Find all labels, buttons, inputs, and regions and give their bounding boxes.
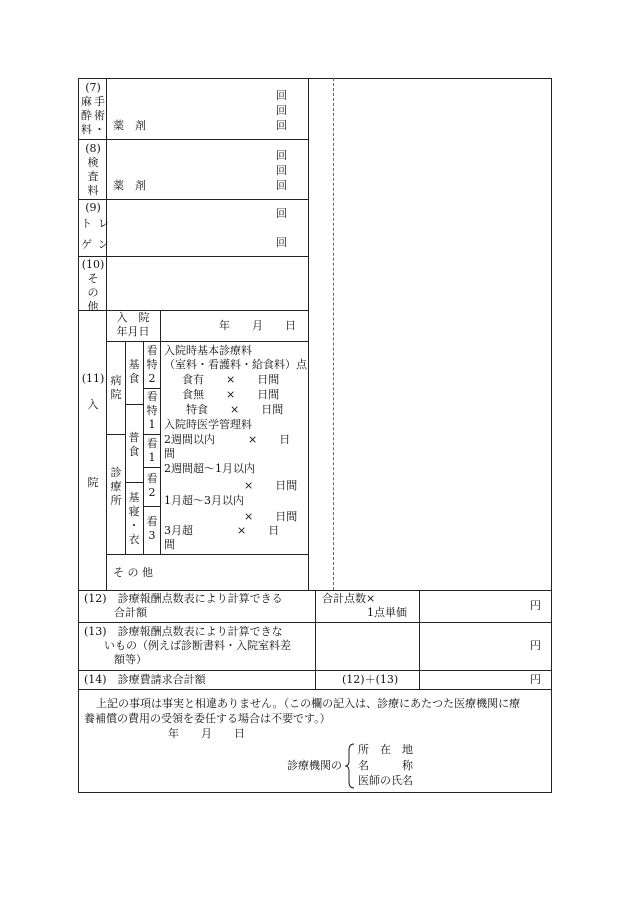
row7-drug: 薬 剤 bbox=[113, 119, 146, 132]
admit-date: 年 月 日 bbox=[219, 319, 296, 332]
totals-line bbox=[419, 590, 420, 689]
row10-number: (10) bbox=[81, 258, 105, 271]
futsushoku-label: 普 食 bbox=[128, 431, 140, 458]
row10-label: そ の 他 bbox=[87, 272, 99, 313]
row7-count: 回 bbox=[276, 104, 287, 117]
row7-dot: ・ bbox=[94, 123, 105, 136]
fee-line: 1月超～3月以内 bbox=[164, 494, 244, 507]
r14-text: (14) 診療費請求合計額 bbox=[84, 673, 206, 686]
section-right-border bbox=[308, 78, 309, 590]
field-name: 名 称 bbox=[358, 759, 413, 772]
r12-mid-a: 合計点数× bbox=[322, 592, 376, 605]
row11-label-top: 入 bbox=[87, 398, 99, 411]
r11-line bbox=[106, 434, 125, 435]
label-column-line bbox=[106, 78, 107, 310]
row8-number: (8) bbox=[85, 142, 101, 155]
r11-line bbox=[160, 310, 161, 554]
dashed-separator bbox=[333, 78, 334, 590]
r12-text-b: 合計額 bbox=[114, 606, 147, 619]
field-address: 所 在 地 bbox=[358, 743, 413, 756]
r11-line bbox=[125, 482, 143, 483]
shinryojo-label: 診 療 所 bbox=[110, 466, 122, 507]
r11-line bbox=[106, 554, 308, 555]
declaration-line1: 上記の事項は事実と相違ありません。（この欄の記入は、診療にあたつた医療機関に療 bbox=[96, 697, 521, 710]
kan1-label: 看 1 bbox=[146, 437, 158, 464]
r13-text-c: 額等） bbox=[114, 653, 147, 666]
row11-label-bottom: 院 bbox=[87, 476, 99, 489]
r13-text-a: (13) 診療報酬点数表により計算できな bbox=[84, 625, 283, 638]
admit-label-1: 入 院 bbox=[116, 311, 150, 324]
r13-yen: 円 bbox=[530, 639, 541, 652]
fee-line: 3月超 × 日 bbox=[164, 524, 280, 537]
r11-line bbox=[125, 404, 143, 405]
kan-toku1-label: 看 特 1 bbox=[146, 390, 158, 431]
fee-line: 2週間以内 × 日 bbox=[164, 433, 291, 446]
row8-count: 回 bbox=[276, 179, 287, 192]
right-border bbox=[551, 78, 552, 793]
r12-text-a: (12) 診療報酬点数表により計算できる bbox=[84, 592, 283, 605]
fee-line: 間 bbox=[164, 538, 175, 551]
field-doctor: 医師の氏名 bbox=[358, 774, 413, 787]
kan2-label: 看 2 bbox=[146, 472, 158, 499]
r11-line bbox=[125, 341, 126, 554]
row9-number: (9) bbox=[85, 201, 101, 214]
top-border bbox=[78, 78, 551, 79]
fee-line: × 日間 bbox=[244, 479, 298, 492]
row7-number: (7) bbox=[85, 81, 101, 94]
r11-line bbox=[143, 388, 160, 389]
r13-text-b: いもの（例えば診断書料・入院室料差 bbox=[104, 639, 291, 652]
kan3-label: 看 3 bbox=[146, 515, 158, 542]
row8-count: 回 bbox=[276, 164, 287, 177]
r11-line bbox=[143, 506, 160, 507]
row8-label: 検 査 料 bbox=[87, 156, 99, 197]
row7-label-b: 麻 酔 料 bbox=[81, 95, 92, 136]
declaration-date: 年 月 日 bbox=[168, 727, 245, 740]
r12-mid-b: 1点単価 bbox=[367, 606, 407, 619]
totals-line bbox=[315, 590, 316, 689]
fee-line: 2週間超～1月以内 bbox=[164, 462, 255, 475]
row8-drug: 薬 剤 bbox=[113, 179, 146, 192]
row7-count: 回 bbox=[276, 89, 287, 102]
row-sep bbox=[78, 256, 308, 257]
row9-label-b: ゲン bbox=[81, 238, 115, 251]
byoin-label: 病 院 bbox=[110, 374, 122, 401]
left-border bbox=[78, 78, 79, 793]
r11-line bbox=[143, 434, 160, 435]
row-sep bbox=[78, 139, 308, 140]
r12-yen: 円 bbox=[530, 599, 541, 612]
curly-brace-icon bbox=[344, 742, 356, 790]
row7-count: 回 bbox=[276, 119, 287, 132]
institution-label: 診療機関の bbox=[287, 759, 342, 772]
fee-line: 食無 × 日間 bbox=[182, 388, 280, 401]
kishoku-label: 基 食 bbox=[128, 358, 140, 385]
totals-line bbox=[78, 689, 551, 690]
declaration-line2: 養補償の費用の受領を委任する場合は不要です。） bbox=[84, 712, 331, 725]
admit-label-2: 年月日 bbox=[116, 325, 150, 338]
fee-line: 間 bbox=[164, 447, 175, 460]
r11-line bbox=[106, 310, 107, 590]
bottom-border bbox=[78, 792, 552, 793]
fee-line: × 日間 bbox=[244, 510, 298, 523]
row8-count: 回 bbox=[276, 149, 287, 162]
row9-count: 回 bbox=[276, 236, 287, 249]
row9-count: 回 bbox=[276, 207, 287, 220]
r11-line bbox=[143, 341, 144, 554]
fee-line: （室料・看護料・給食料）点 bbox=[164, 358, 307, 371]
fee-line: 特食 × 日間 bbox=[186, 403, 284, 416]
kan-toku2-label: 看 特 2 bbox=[146, 344, 158, 385]
r11-line bbox=[143, 467, 160, 468]
r14-yen: 円 bbox=[530, 673, 541, 686]
r11-line bbox=[106, 341, 308, 342]
row11-number: (11) bbox=[81, 372, 105, 385]
fee-line: 入院時基本診療料 bbox=[164, 344, 252, 357]
fee-line: 食有 × 日間 bbox=[182, 373, 280, 386]
row9-label-a: トレ bbox=[81, 217, 115, 230]
fee-line: 入院時医学管理料 bbox=[164, 418, 252, 431]
row-sep bbox=[78, 199, 308, 200]
sonota-label: そ の 他 bbox=[113, 566, 153, 579]
r14-mid: (12)＋(13) bbox=[342, 673, 399, 686]
kishin-label: 基 寝 ・ 衣 bbox=[128, 491, 140, 546]
row7-label-a: 手 術 bbox=[94, 95, 105, 122]
